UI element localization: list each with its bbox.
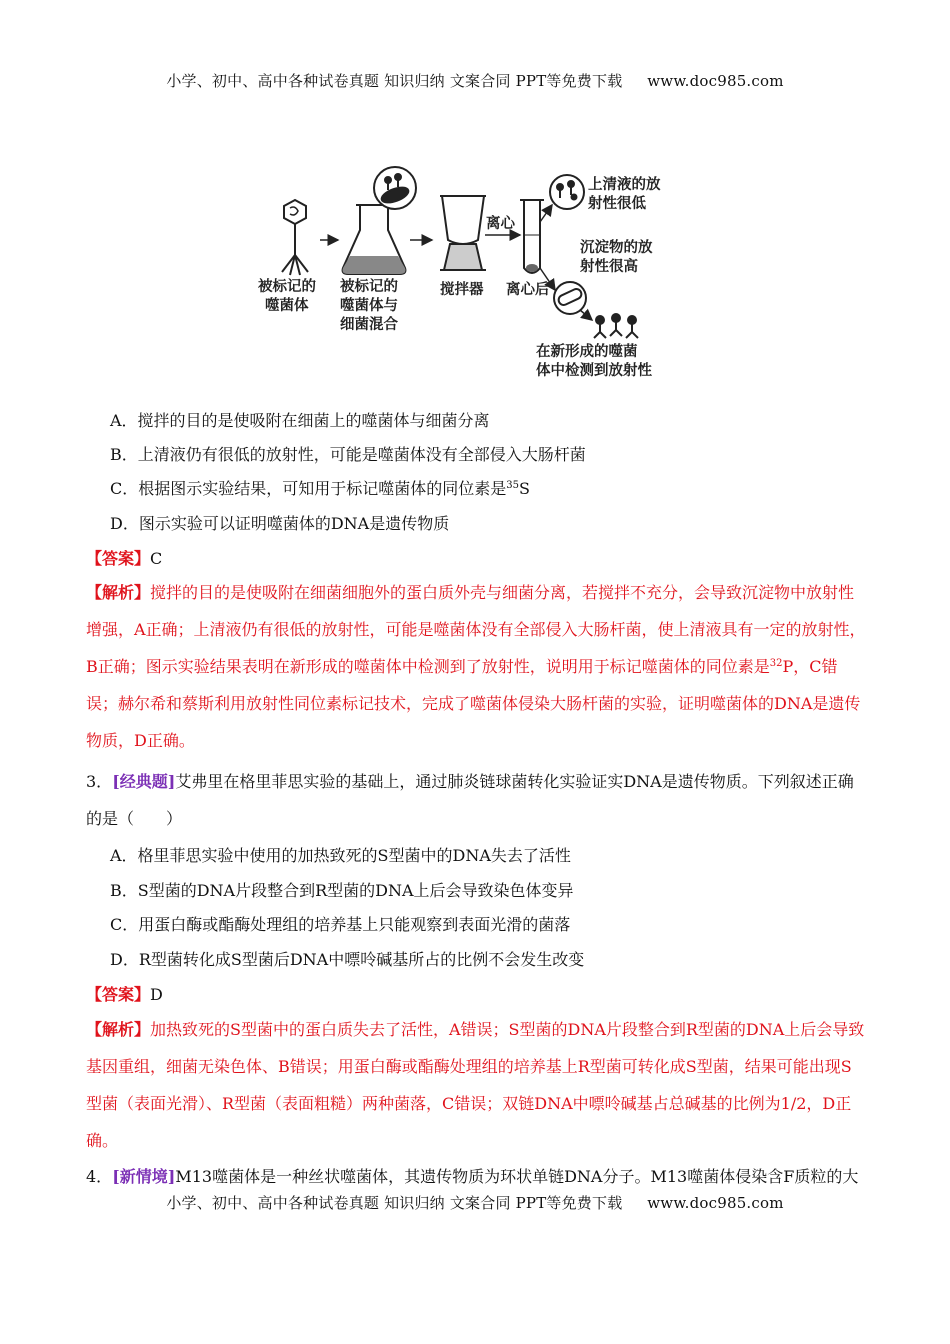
q2-answer-tag: 【答案】 <box>86 549 151 568</box>
label-sediment-2: 射性很高 <box>580 259 638 275</box>
sediment-bacteria-icon <box>554 282 586 314</box>
q3-tag: [经典题] <box>112 772 176 791</box>
q2-answer <box>86 548 162 570</box>
q4-stem <box>86 1166 858 1188</box>
q2-answer-value: C <box>150 549 163 568</box>
q3-option-c: C．用蛋白酶或酯酶处理组的培养基上只能观察到表面光滑的菌落 <box>110 915 571 934</box>
label-new-2: 体中检测到放射性 <box>536 363 652 379</box>
q3-stem-text: 艾弗里在格里菲思实验的基础上，通过肺炎链球菌转化实验证实DNA是遗传物质。下列叙述正确的是（ ） <box>86 772 854 828</box>
header-text: 小学、初中、高中各种试卷真题 知识归纳 文案合同 PPT等免费下载 <box>166 72 623 90</box>
q3-answer <box>86 984 163 1006</box>
blender-icon <box>440 196 486 270</box>
experiment-diagram <box>240 160 710 382</box>
label-after: 离心后 <box>506 282 550 298</box>
q2-analysis <box>86 574 866 759</box>
q4-tag: [新情境] <box>112 1167 176 1186</box>
q3-option-a: A．格里菲思实验中使用的加热致死的S型菌中的DNA失去了活性 <box>110 846 571 865</box>
q2-option-c-tail: S <box>518 479 530 498</box>
q3-analysis <box>86 1011 866 1159</box>
label-supernatant-2: 射性很低 <box>588 196 646 212</box>
q3-option-d: D．R型菌转化成S型菌后DNA中嘌呤碱基所占的比例不会发生改变 <box>110 950 585 969</box>
q2-analysis-text-2: P，C错误；赫尔希和蔡斯利用放射性同位素标记技术，完成了噬菌体侵染大肠杆菌的实验，证明噬菌体的DNA是遗传物质，D正确。 <box>86 657 861 750</box>
label-phage-1: 被标记的 <box>258 279 316 295</box>
q2-option-c <box>110 478 530 500</box>
magnified-infection-icon <box>374 167 416 209</box>
label-centrifuge-arrow: 离心 <box>486 216 515 232</box>
label-supernatant-1: 上清液的放 <box>588 177 661 193</box>
q2-analysis-text-1: 搅拌的目的是使吸附在细菌细胞外的蛋白质外壳与细菌分离，若搅拌不充分，会导致沉淀物中放射性增强，A正确；上清液仍有很低的放射性，可能是噬菌体没有全部侵入大肠杆菌，使上清液具有一定的放射性，B正确；图示实验结果表明在新形成的噬菌体中检测到了放射性，说明用于标记噬菌体的同位素是 <box>86 583 866 676</box>
q2-option-b: B．上清液仍有很低的放射性，可能是噬菌体没有全部侵入大肠杆菌 <box>110 445 586 464</box>
q3-analysis-tag: 【解析】 <box>86 1020 151 1039</box>
page-header <box>0 70 950 91</box>
label-new-1: 在新形成的噬菌 <box>536 344 638 360</box>
q2-option-a: A．搅拌的目的是使吸附在细菌上的噬菌体与细菌分离 <box>110 411 490 430</box>
label-sediment-1: 沉淀物的放 <box>580 240 653 256</box>
footer-text: 小学、初中、高中各种试卷真题 知识归纳 文案合同 PPT等免费下载 <box>166 1194 623 1212</box>
q2-analysis-tag: 【解析】 <box>86 583 151 602</box>
flask-icon <box>343 205 406 274</box>
q4-stem-text: M13噬菌体是一种丝状噬菌体，其遗传物质为环状单链DNA分子。M13噬菌体侵染含F质粒的大 <box>175 1167 859 1186</box>
q3-answer-value: D <box>150 985 163 1004</box>
q2-analysis-sup: 32 <box>769 658 783 669</box>
page-footer <box>0 1192 950 1213</box>
q2-option-c-text: C．根据图示实验结果，可知用于标记噬菌体的同位素是 <box>110 479 507 498</box>
q3-analysis-text: 加热致死的S型菌中的蛋白质失去了活性，A错误；S型菌的DNA片段整合到R型菌的DNA上后会导致基因重组，细菌无染色体、B错误；用蛋白酶或酯酶处理组的培养基上R型菌可转化成S型菌，结果可能出现S型菌（表面光滑）、R型菌（表面粗糙）两种菌落，C错误；双链DNA中嘌呤碱基占总碱基的比例为1/2，D正确。 <box>86 1020 865 1150</box>
q2-option-c-sup: 35 <box>506 480 519 491</box>
label-phage-2: 噬菌体 <box>265 298 309 314</box>
q3-number: 3． <box>86 772 113 791</box>
label-blender: 搅拌器 <box>440 282 484 298</box>
q4-number: 4． <box>86 1167 113 1186</box>
label-mix-2: 噬菌体与 <box>340 298 398 314</box>
q3-option-b: B．S型菌的DNA片段整合到R型菌的DNA上后会导致染色体变异 <box>110 881 574 900</box>
label-mix-1: 被标记的 <box>340 279 398 295</box>
label-mix-3: 细菌混合 <box>340 317 398 333</box>
phage-icon <box>282 200 308 275</box>
supernatant-phage-icon <box>550 175 584 209</box>
new-phages-icon <box>594 314 638 338</box>
footer-site: www.doc985.com <box>647 1194 784 1212</box>
q3-stem <box>86 763 866 837</box>
centrifuge-tube-icon <box>520 200 544 273</box>
q3-answer-tag: 【答案】 <box>86 985 151 1004</box>
q2-option-d: D．图示实验可以证明噬菌体的DNA是遗传物质 <box>110 514 450 533</box>
header-site: www.doc985.com <box>647 72 784 90</box>
